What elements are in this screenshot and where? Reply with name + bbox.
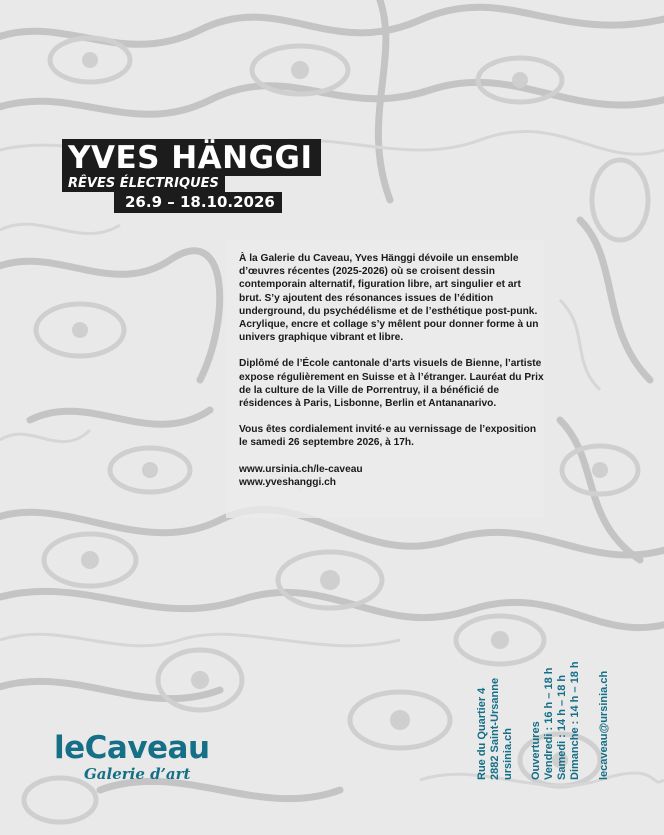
gallery-logo-tagline: Galerie d’art — [84, 765, 191, 783]
hours-friday: Vendredi : 16 h – 18 h — [543, 667, 555, 780]
address-street: Rue du Quartier 4 — [476, 687, 488, 780]
vernissage-invitation: Vous êtes cordialement invité·e au vernissage de l’exposition le samedi 26 septembre 2026, à 17h. — [239, 424, 537, 449]
gallery-logo — [54, 731, 210, 783]
hours-saturday: Samedi : 14 h – 18 h — [556, 674, 568, 780]
address-website[interactable]: ursinia.ch — [502, 728, 514, 780]
description-paragraph-1: À la Galerie du Caveau, Yves Hänggi dévoile un ensemble d’œuvres récentes (2025-2026) où se croisent dessin contemporain alternatif, figuration libre, art singulier et art brut. S’y ajoutent des résonances issues de l’édition underground, du psychédélisme et de l’esthétique post-punk. Acrylique, encre et collage s’y mêlent pour donner forme à un univers graphique vibrant et libre. — [239, 253, 539, 344]
hours-heading: Ouvertures — [530, 721, 542, 780]
description-paragraph-2: Diplômé de l’École cantonale d’arts visuels de Bienne, l’artiste expose régulièrement en Suisse et à l’étranger. Lauréat du Prix de la culture de la Ville de Porrentruy, il a bénéficié de résidences à Paris, Lisbonne, Berlin et Antananarivo. — [239, 358, 544, 410]
exhibition-description — [239, 252, 544, 489]
website-links — [239, 463, 544, 489]
artist-name: YVES HÄNGGI — [62, 139, 321, 176]
artist-website-link[interactable]: www.yveshanggi.ch — [239, 476, 336, 488]
exhibition-subtitle: RÊVES ÉLECTRIQUES — [62, 176, 225, 192]
gallery-website-link[interactable]: www.ursinia.ch/le-caveau — [239, 463, 363, 475]
address-city: 2882 Saint-Ursanne — [489, 677, 501, 780]
hours-sunday: Dimanche : 14 h – 18 h — [569, 661, 581, 780]
gallery-email[interactable]: lecaveau@ursinia.ch — [598, 670, 610, 780]
gallery-logo-name: leCaveau — [54, 730, 210, 766]
exhibition-dates: 26.9 – 18.10.2026 — [114, 192, 282, 213]
exhibition-title-block — [62, 139, 321, 211]
